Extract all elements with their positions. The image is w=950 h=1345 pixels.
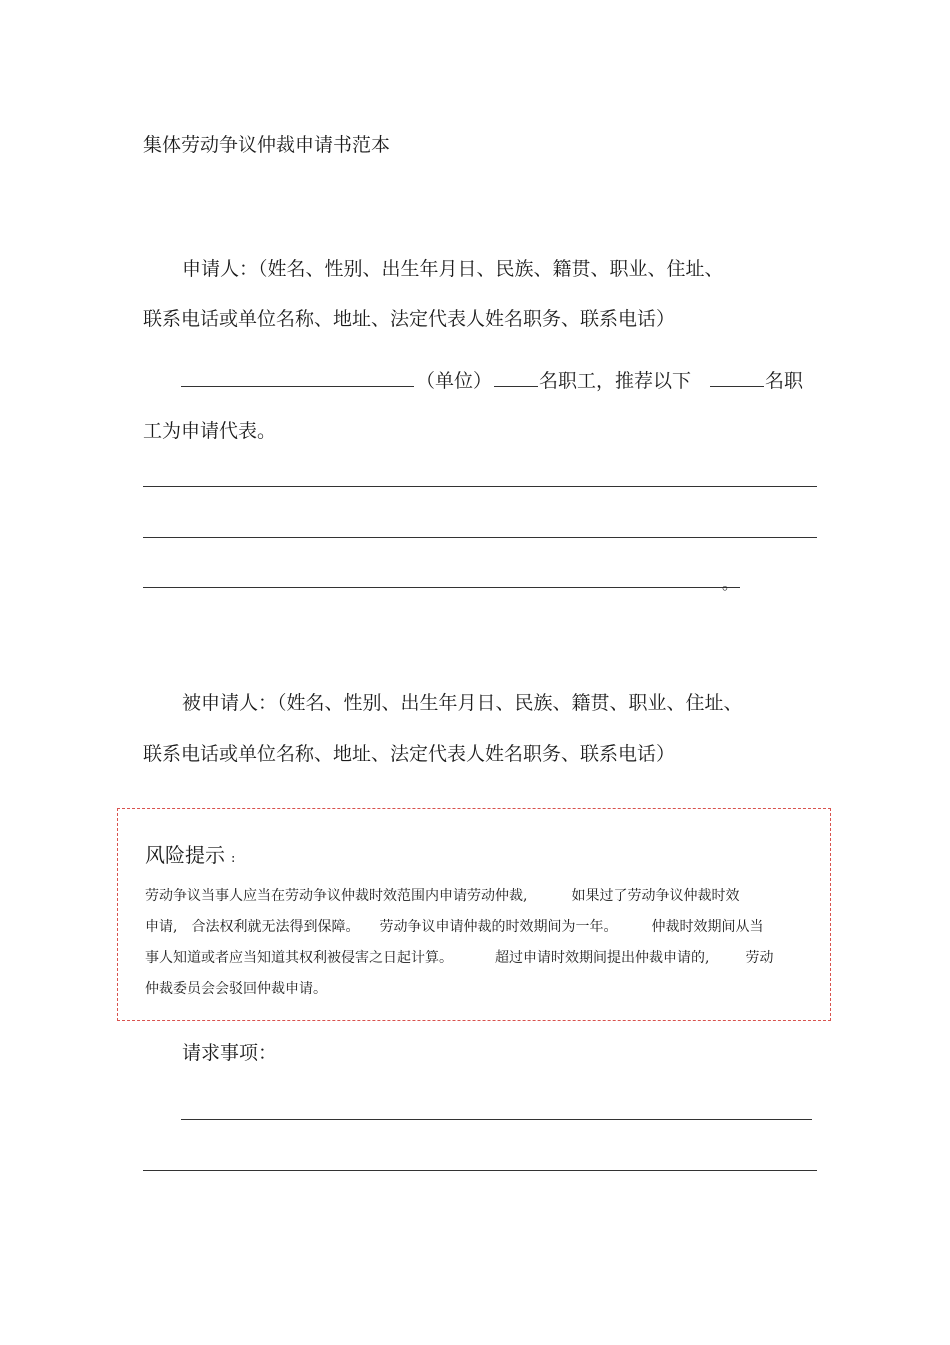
claims-blank-line-2[interactable] <box>143 1170 817 1171</box>
risk-notice-title <box>145 839 235 868</box>
risk-line-4: 仲裁委员会会驳回仲裁申请。 <box>145 981 327 997</box>
end-period: 。 <box>722 574 739 593</box>
employee-text: 名职工，推荐以下 <box>539 370 692 392</box>
risk-text-1b: 如果过了劳动争议仲裁时效 <box>571 888 740 904</box>
risk-text-2d: 仲裁时效期间从当 <box>651 919 764 935</box>
representatives-blank-line-1[interactable] <box>143 486 817 487</box>
risk-text-2a: 申请, <box>145 919 178 935</box>
applicant-line-1: 申请人：（姓名、性别、出生年月日、民族、籍贯、职业、住址、 <box>182 258 724 280</box>
risk-text-3b: 超过申请时效期间提出仲裁申请的, <box>495 950 710 966</box>
respondent-line-2: 联系电话或单位名称、地址、法定代表人姓名职务、联系电话） <box>143 743 676 765</box>
unit-label: （单位） <box>416 370 493 392</box>
risk-title-colon: : <box>231 851 236 866</box>
risk-text-3c: 劳动 <box>745 950 774 966</box>
representatives-blank-line-3[interactable] <box>143 587 740 588</box>
claims-blank-line-1[interactable] <box>181 1119 812 1120</box>
representative-count-blank[interactable] <box>710 386 764 387</box>
risk-line-3 <box>145 947 773 967</box>
representatives-blank-line-2[interactable] <box>143 537 817 538</box>
risk-line-1 <box>145 885 739 905</box>
representative-text: 名职 <box>765 370 804 392</box>
risk-text-1a: 劳动争议当事人应当在劳动争议仲裁时效范围内申请劳动仲裁, <box>145 888 528 904</box>
unit-name-blank[interactable] <box>181 386 414 387</box>
respondent-line-1: 被申请人：（姓名、性别、出生年月日、民族、籍贯、职业、住址、 <box>182 692 743 714</box>
risk-text-3a: 事人知道或者应当知道其权利被侵害之日起计算。 <box>145 950 453 966</box>
risk-line-2 <box>145 916 763 936</box>
risk-notice-box <box>117 808 831 1021</box>
applicant-line-2: 联系电话或单位名称、地址、法定代表人姓名职务、联系电话） <box>143 308 676 330</box>
unit-sentence-line-2: 工为申请代表。 <box>143 420 277 442</box>
employee-count-blank[interactable] <box>494 386 538 387</box>
document-title: 集体劳动争议仲裁申请书范本 <box>143 134 391 156</box>
risk-title-text: 风险提示 <box>145 843 225 867</box>
risk-text-2c: 劳动争议申请仲裁的时效期间为一年。 <box>379 919 618 935</box>
claims-label: 请求事项： <box>182 1042 278 1064</box>
risk-text-2b: 合法权利就无法得到保障。 <box>191 919 360 935</box>
